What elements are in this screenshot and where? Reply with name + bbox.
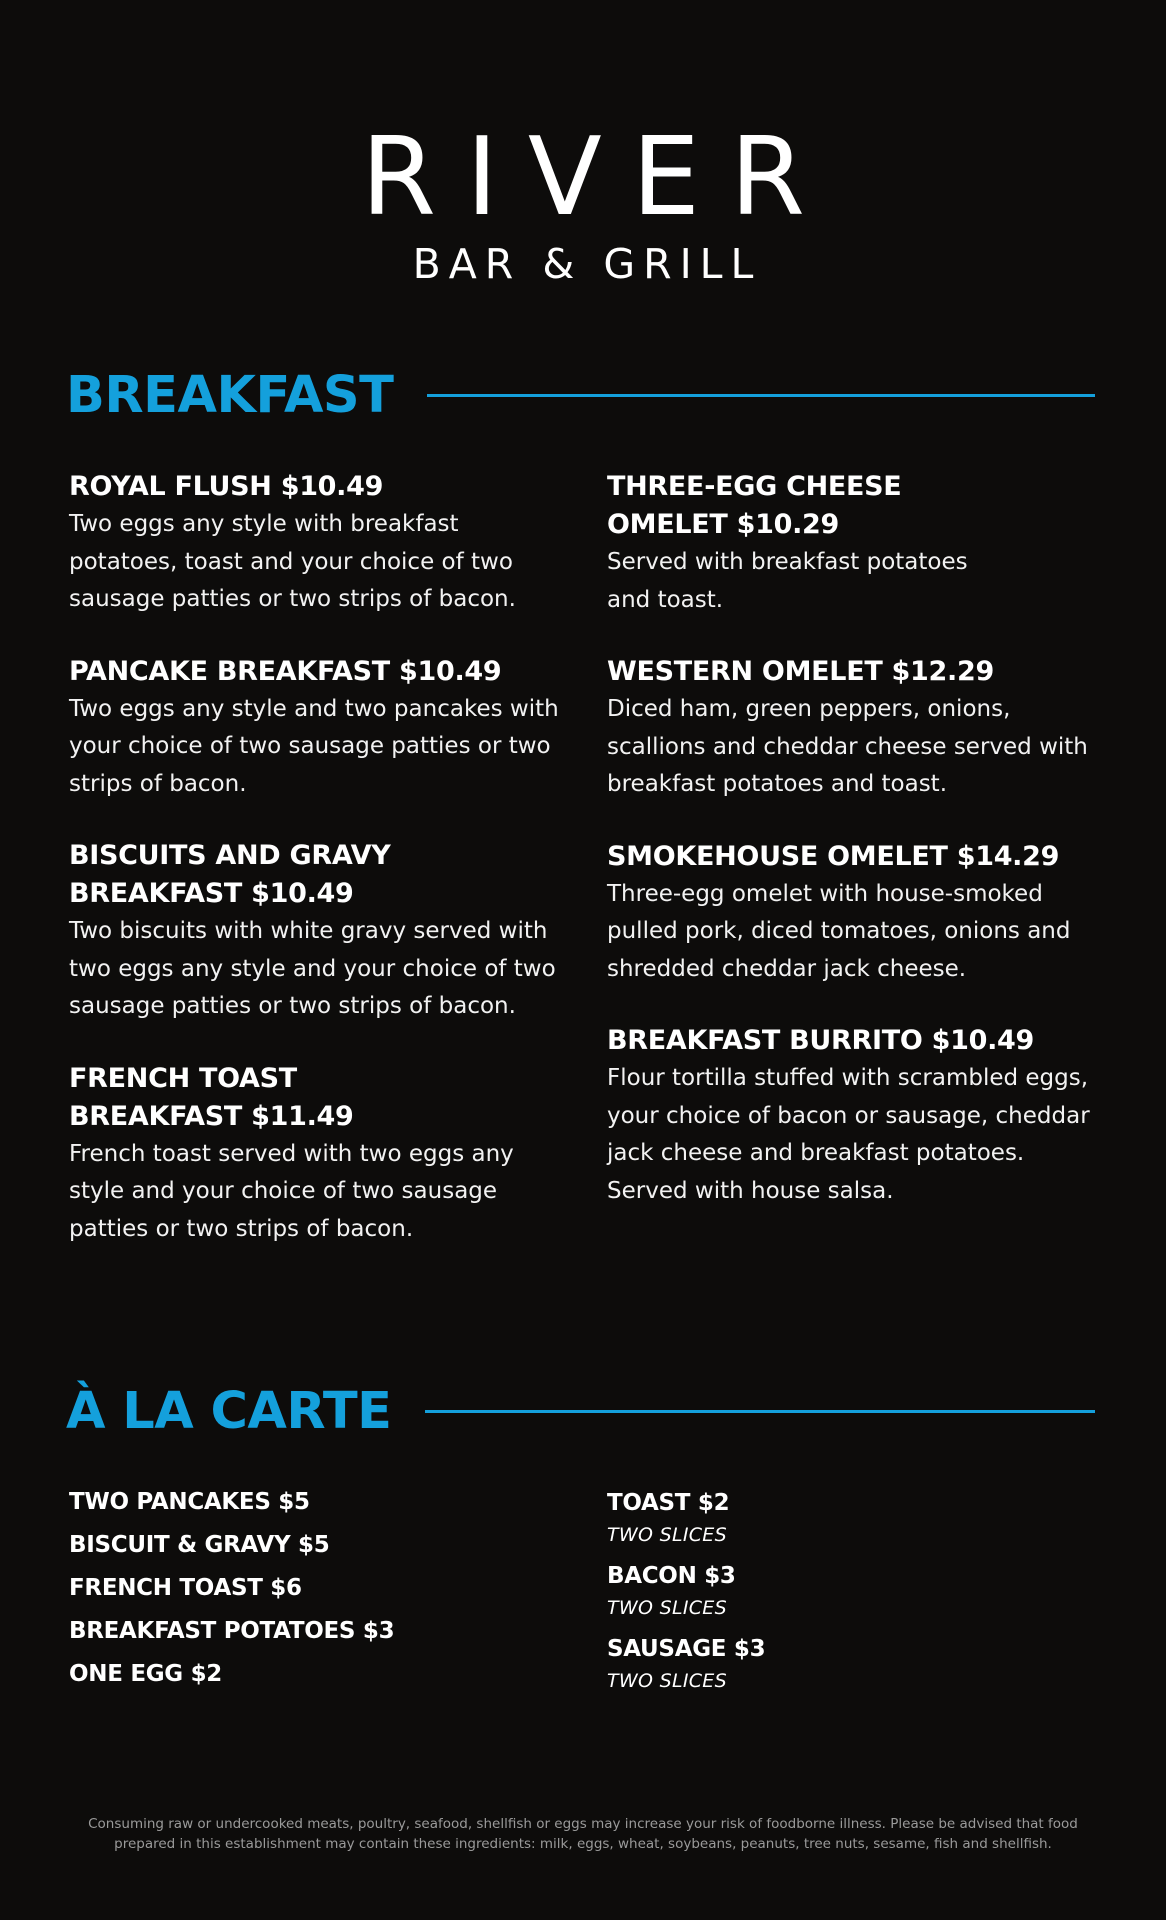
a-la-carte-section-header xyxy=(66,1380,1095,1442)
menu-item xyxy=(607,1022,1097,1210)
a-la-carte-item xyxy=(607,1558,1097,1622)
menu-item-description: Two eggs any style with breakfast potatoes, toast and your choice of two sausage patties or two strips of bacon. xyxy=(69,511,516,612)
section-title-breakfast: BREAKFAST xyxy=(66,365,394,425)
menu-item xyxy=(69,1060,569,1249)
menu-item xyxy=(607,468,1097,619)
menu-item xyxy=(69,653,569,804)
a-la-carte-item xyxy=(607,1485,1097,1549)
a-la-carte-item: BREAKFAST POTATOES $3 xyxy=(69,1618,395,1644)
a-la-carte-item xyxy=(607,1631,1097,1695)
food-safety-disclaimer: Consuming raw or undercooked meats, poultry, seafood, shellfish or eggs may increase your risk of foodborne illness. Please be advised that food prepared in this establishment may contain these ingredients: milk, eggs, wheat, soybeans, peanuts, tree nuts, sesame, fish and shellfish. xyxy=(88,1816,1078,1852)
menu-item-name: BISCUITS AND GRAVY BREAKFAST $10.49 xyxy=(69,840,391,909)
menu-item xyxy=(69,837,569,1026)
a-la-carte-column-right xyxy=(607,1485,1097,1704)
logo-wordmark: RIVER xyxy=(360,115,836,240)
menu-item xyxy=(607,653,1097,804)
menu-item-description: Diced ham, green peppers, onions, scallions and cheddar cheese served with breakfast potatoes and toast. xyxy=(607,696,1088,797)
a-la-carte-item-name: BACON $3 xyxy=(607,1563,736,1589)
section-divider xyxy=(425,1410,1095,1413)
breakfast-section-header xyxy=(66,364,1095,426)
menu-item-description: French toast served with two eggs any style and your choice of two sausage patties or two strips of bacon. xyxy=(69,1140,514,1242)
menu-item-description: Two eggs any style and two pancakes with your choice of two sausage patties or two strips of bacon. xyxy=(69,695,559,797)
a-la-carte-item-note: TWO SLICES xyxy=(607,1524,727,1546)
menu-item-description: Two biscuits with white gravy served with two eggs any style and your choice of two sausage patties or two strips of bacon. xyxy=(69,918,556,1019)
a-la-carte-item-name: TOAST $2 xyxy=(607,1490,730,1516)
a-la-carte-column-left xyxy=(69,1481,569,1696)
a-la-carte-item-note: TWO SLICES xyxy=(607,1597,727,1619)
section-divider xyxy=(427,394,1095,397)
menu-item-name: FRENCH TOAST BREAKFAST $11.49 xyxy=(69,1062,354,1132)
menu-item xyxy=(607,838,1097,989)
menu-item-name: PANCAKE BREAKFAST $10.49 xyxy=(69,655,502,687)
breakfast-column-left xyxy=(69,468,569,1282)
menu-item xyxy=(69,468,569,619)
section-title-a-la-carte: À LA CARTE xyxy=(66,1381,392,1441)
menu-item-name: THREE-EGG CHEESE OMELET $10.29 xyxy=(607,471,902,540)
a-la-carte-item-name: SAUSAGE $3 xyxy=(607,1636,766,1662)
a-la-carte-item: FRENCH TOAST $6 xyxy=(69,1575,302,1601)
a-la-carte-item: ONE EGG $2 xyxy=(69,1661,223,1687)
menu-item-name: ROYAL FLUSH $10.49 xyxy=(69,471,384,502)
menu-item-name: WESTERN OMELET $12.29 xyxy=(607,656,994,687)
a-la-carte-item: TWO PANCAKES $5 xyxy=(69,1489,310,1515)
a-la-carte-item: BISCUIT & GRAVY $5 xyxy=(69,1532,330,1558)
menu-item-description: Served with breakfast potatoes and toast. xyxy=(607,549,968,613)
breakfast-column-right xyxy=(607,468,1097,1244)
restaurant-logo xyxy=(0,115,1166,288)
a-la-carte-item-note: TWO SLICES xyxy=(607,1670,727,1692)
menu-item-description: Flour tortilla stuffed with scrambled eggs, your choice of bacon or sausage, cheddar jack cheese and breakfast potatoes. Served with house salsa. xyxy=(607,1065,1090,1204)
menu-item-name: SMOKEHOUSE OMELET $14.29 xyxy=(607,840,1060,872)
menu-item-name: BREAKFAST BURRITO $10.49 xyxy=(607,1025,1035,1056)
logo-subtitle: BAR & GRILL xyxy=(412,240,762,288)
menu-item-description: Three-egg omelet with house-smoked pulled pork, diced tomatoes, onions and shredded cheddar jack cheese. xyxy=(607,880,1071,982)
